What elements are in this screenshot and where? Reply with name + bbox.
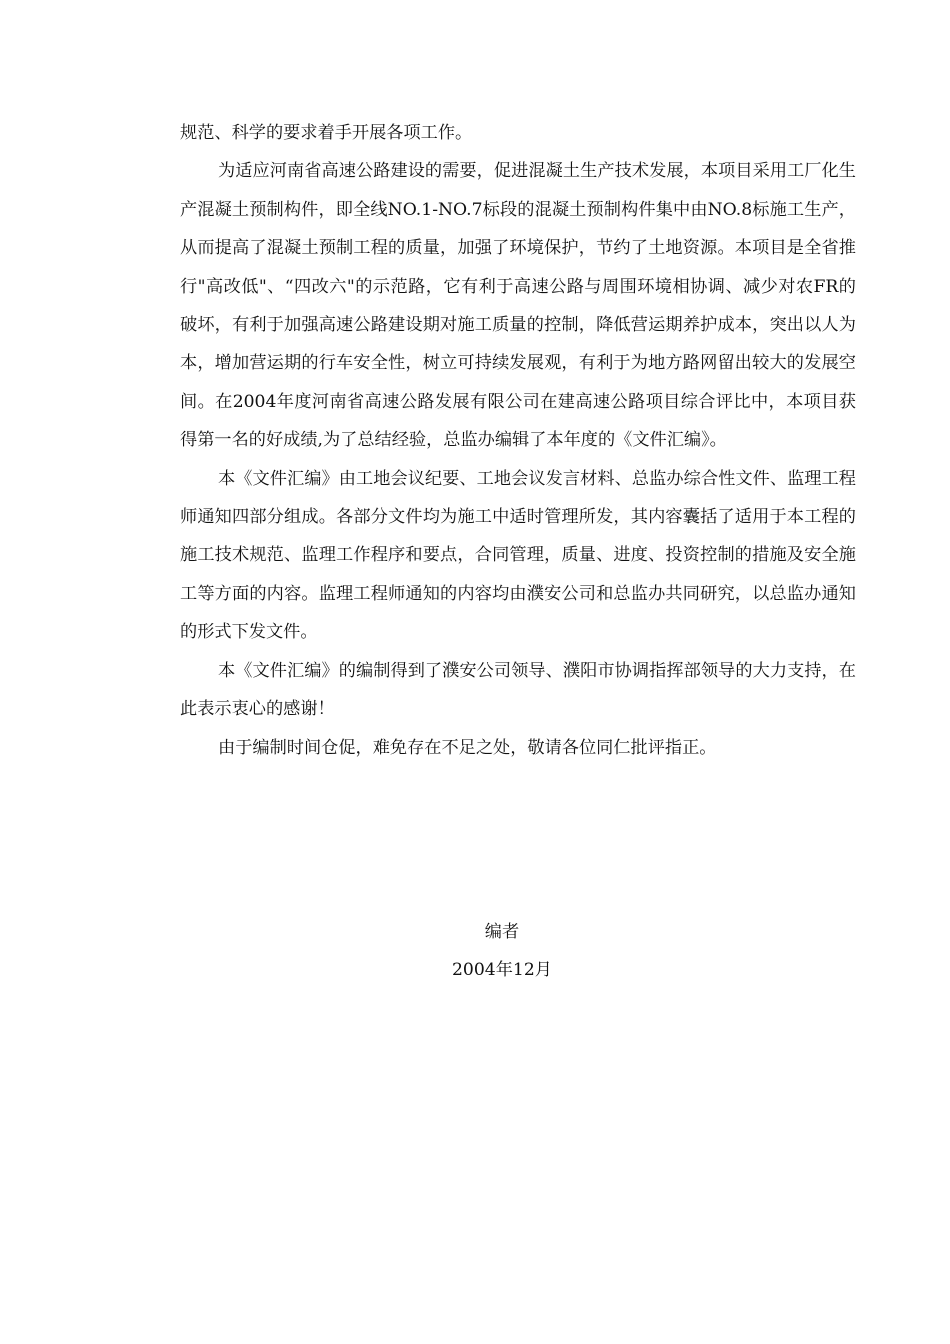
paragraph-continuation: 规范、科学的要求着手开展各项工作。 [180, 123, 473, 143]
paragraph-project-overview: 为适应河南省高速公路建设的需要，促进混凝土生产技术发展，本项目采用工厂化生产混凝土预制构件，即全线NO.1-NO.7标段的混凝土预制构件集中由NO.8标施工生产，从而提高了混凝土预制工程的质量，加强了环境保护，节约了土地资源。本项目是全省推行"高改低"、“四改六"的示范路，它有利于高速公路与周围环境相协调、减少对农FR的破坏，有利于加强高速公路建设期对施工质量的控制，降低营运期养护成本，突出以人为本，增加营运期的行车安全性，树立可持续发展观，有利于为地方路网留出较大的发展空间。在2004年度河南省高速公路发展有限公司在建高速公路项目综合评比中，本项目获得第一名的好成绩,为了总结经验，总监办编辑了本年度的《文件汇编》。 [180, 161, 856, 451]
signature-author: 编者 [484, 922, 520, 942]
signature-block [0, 913, 950, 990]
paragraph-closing-note: 由于编制时间仓促，难免存在不足之处，敬请各位同仁批评指正。 [218, 737, 717, 758]
paragraph-compilation-contents: 本《文件汇编》由工地会议纪要、工地会议发言材料、总监办综合性文件、监理工程师通知四部分组成。各部分文件均为施工中适时管理所发，其内容囊括了适用于本工程的施工技术规范、监理工作程序和要点，合同管理，质量、进度、投资控制的措施及安全施工等方面的内容。监理工程师通知的内容均由濮安公司和总监办共同研究，以总监办通知的形式下发文件。 [180, 468, 856, 643]
paragraph-acknowledgement: 本《文件汇编》的编制得到了濮安公司领导、濮阳市协调指挥部领导的大力支持，在此表示衷心的感谢！ [180, 660, 856, 720]
document-body [180, 114, 856, 767]
signature-date: 2004年12月 [452, 960, 552, 981]
